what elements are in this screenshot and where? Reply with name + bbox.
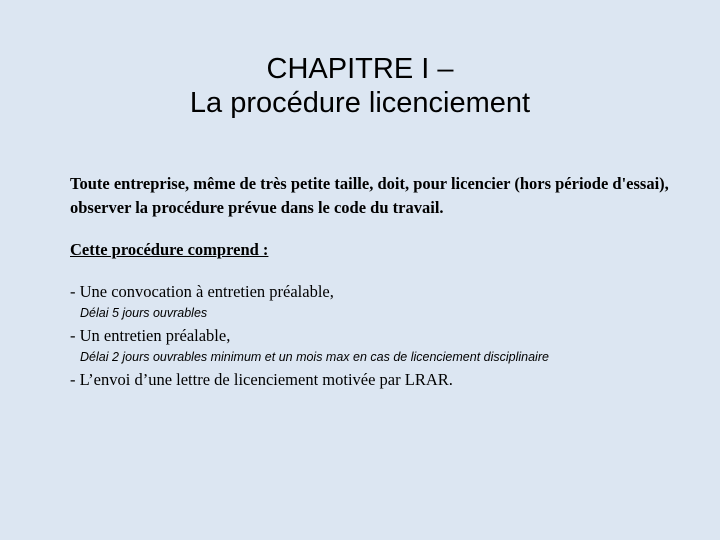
step-entretien: - Un entretien préalable,: [70, 326, 231, 345]
title-line-2: La procédure licenciement: [189, 87, 531, 119]
procedure-subheading: Cette procédure comprend :: [70, 240, 269, 259]
step-lettre: - L’envoi d’une lettre de licenciement motivée par LRAR.: [70, 370, 453, 389]
slide-title: [0, 52, 720, 120]
step-convocation-delay: Délai 5 jours ouvrables: [80, 306, 208, 320]
slide-body: [70, 172, 690, 389]
step-convocation: - Une convocation à entretien préalable,: [70, 282, 334, 301]
title-line-1: CHAPITRE I –: [266, 53, 454, 85]
step-entretien-delay: Délai 2 jours ouvrables minimum et un mois max en cas de licenciement disciplinaire: [80, 350, 549, 364]
intro-paragraph: Toute entreprise, même de très petite taille, doit, pour licencier (hors période d'essai), observer la procédure prévue dans le code du travail.: [70, 174, 669, 217]
